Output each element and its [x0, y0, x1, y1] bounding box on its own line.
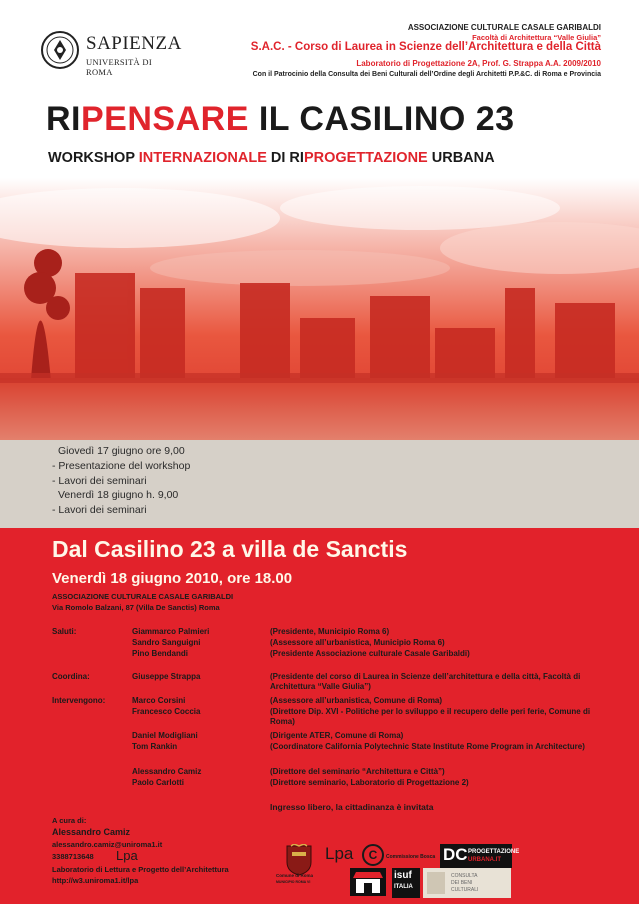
speaker-name: Marco Corsini	[132, 696, 186, 705]
subtitle-part-1: WORKSHOP	[48, 150, 139, 166]
pu-text-2: URBANA.IT	[468, 857, 501, 863]
header-patronage: Con il Patrocinio della Consulta dei Beni Culturali dell’Ordine degli Architetti P.P.&C. di Roma e Provincia	[252, 71, 601, 78]
curator-email[interactable]: alessandro.camiz@uniroma1.it	[52, 840, 163, 849]
lab-name: Laboratorio di Lettura e Progetto dell’Architettura	[52, 865, 229, 874]
shop-logo	[350, 868, 386, 896]
speaker-name: Alessandro Camiz	[132, 767, 202, 776]
pu-text-1: PROGETTAZIONE	[468, 849, 520, 855]
speaker-name: Tom Rankin	[132, 742, 178, 751]
page-title	[46, 100, 515, 139]
isuf-text: isuf	[394, 870, 412, 881]
speaker-name: Giuseppe Strappa	[132, 672, 201, 681]
lab-url[interactable]: http://w3.uniroma1.it/lpa	[52, 876, 139, 885]
header-course	[251, 41, 601, 53]
speaker-role: (Assessore all’urbanistica, Municipio Roma 6)	[270, 638, 445, 647]
storefront-icon	[350, 868, 386, 896]
curated-by-label: A cura di:	[52, 816, 87, 825]
subtitle-part-2: INTERNAZIONALE	[138, 150, 267, 166]
curator-phone: 3388713648	[52, 852, 94, 861]
speaker-role: (Direttore del seminario “Architettura e Città”)	[270, 767, 445, 776]
label-saluti: Saluti:	[52, 627, 77, 636]
pu-mark: DC	[443, 845, 468, 864]
curator-name: Alessandro Camiz	[52, 827, 131, 837]
schedule-item: - Lavori dei seminari	[52, 475, 147, 487]
subtitle-part-3: DI RI	[266, 150, 304, 166]
progettazione-urbana-logo	[440, 844, 520, 868]
page-subtitle	[48, 150, 495, 166]
title-part-2: PENSARE	[81, 100, 249, 138]
consulta-beni-culturali-logo	[423, 868, 511, 898]
speaker-name: Daniel Modigliani	[132, 731, 198, 740]
speaker-name: Paolo Carlotti	[132, 778, 185, 787]
consulta-text-2: DEI BENI	[451, 880, 473, 886]
speaker-role: (Dirigente ATER, Comune di Roma)	[270, 731, 404, 740]
speaker-role: (Direttore seminario, Laboratorio di Progettazione 2)	[270, 778, 469, 787]
event-title: Dal Casilino 23 a villa de Sanctis	[52, 536, 408, 562]
schedule-item: - Presentazione del workshop	[52, 460, 191, 472]
event-venue: ASSOCIAZIONE CULTURALE CASALE GARIBALDI	[52, 592, 234, 601]
free-entry-note: Ingresso libero, la cittadinanza è invitata	[270, 802, 434, 812]
schedule-band	[0, 440, 639, 528]
speaker-name: Pino Bendandi	[132, 649, 188, 658]
logo-name: SAPIENZA	[86, 33, 182, 54]
course-acronym: S.A.C.	[250, 41, 285, 53]
event-date: Venerdì 18 giugno 2010, ore 18.00	[52, 570, 293, 587]
isuf-logo	[392, 868, 420, 898]
speaker-role: (Coordinatore California Polytechnic State Institute Rome Program in Architecture)	[270, 742, 585, 751]
isuf-italia: ITALIA	[394, 884, 413, 890]
event-address: Via Romolo Balzani, 87 (Villa De Sanctis) Roma	[52, 603, 220, 612]
schedule-item: - Lavori dei seminari	[52, 504, 147, 516]
label-intervengono: Intervengono:	[52, 696, 106, 705]
speaker-role: (Direttore Dip. XVI - Politiche per lo sviluppo e il recupero delle peri ferie, Comune di Roma)	[270, 707, 591, 726]
speaker-name: Sandro Sanguigni	[132, 638, 201, 647]
subtitle-part-4: PROGETTAZIONE	[303, 150, 428, 166]
label-coordina: Coordina:	[52, 672, 90, 681]
lpa-mark: Lpa	[116, 848, 138, 863]
schedule-day-1: Giovedì 17 giugno ore 9,00	[58, 445, 185, 457]
speaker-name: Francesco Coccia	[132, 707, 201, 716]
cityscape-photo	[0, 178, 639, 440]
speaker-role: (Assessore all’urbanistica, Comune di Roma)	[270, 696, 443, 705]
course-name: - Corso di Laurea in Scienze dell’Architettura e della Città	[284, 41, 601, 53]
consulta-emblem-icon	[427, 872, 445, 894]
comune-roma-logo	[284, 844, 314, 884]
speaker-role: (Presidente del corso di Laurea in Scienze dell’architettura e della città, Facoltà di Architettura “Valle Giulia”)	[270, 672, 581, 691]
comune-label: Comune di Roma	[276, 873, 314, 878]
casale-text: Commissione Bosca	[386, 854, 436, 860]
header-faculty: Facoltà di Architettura “Valle Giulia”	[472, 33, 601, 42]
casale-garibaldi-logo: C	[362, 844, 384, 866]
header-lab: Laboratorio di Progettazione 2A, Prof. G. Strappa A.A. 2009/2010	[356, 59, 601, 68]
speaker-name: Giammarco Palmieri	[132, 627, 210, 636]
sapienza-seal-icon	[40, 30, 80, 70]
logo-sub: UNIVERSITÀ DI ROMA	[86, 57, 152, 77]
sapienza-logo	[40, 30, 180, 78]
consulta-text-1: CONSULTA	[451, 873, 478, 879]
title-part-1: RI	[46, 100, 81, 138]
speaker-role: (Presidente Associazione culturale Casale Garibaldi)	[270, 649, 470, 658]
header-association: ASSOCIAZIONE CULTURALE CASALE GARIBALDI	[407, 23, 601, 32]
schedule-day-2: Venerdì 18 giugno h. 9,00	[58, 489, 179, 501]
comune-sub-label: MUNICIPIO ROMA VI	[276, 880, 311, 884]
roma-coat-of-arms-icon	[284, 844, 314, 876]
lpa-logo: Lpa	[325, 844, 354, 863]
consulta-text-3: CULTURALI	[451, 887, 479, 893]
subtitle-part-5: URBANA	[427, 150, 495, 166]
title-part-3: IL CASILINO 23	[248, 100, 515, 138]
event-section	[0, 528, 639, 904]
speaker-role: (Presidente, Municipio Roma 6)	[270, 627, 390, 636]
